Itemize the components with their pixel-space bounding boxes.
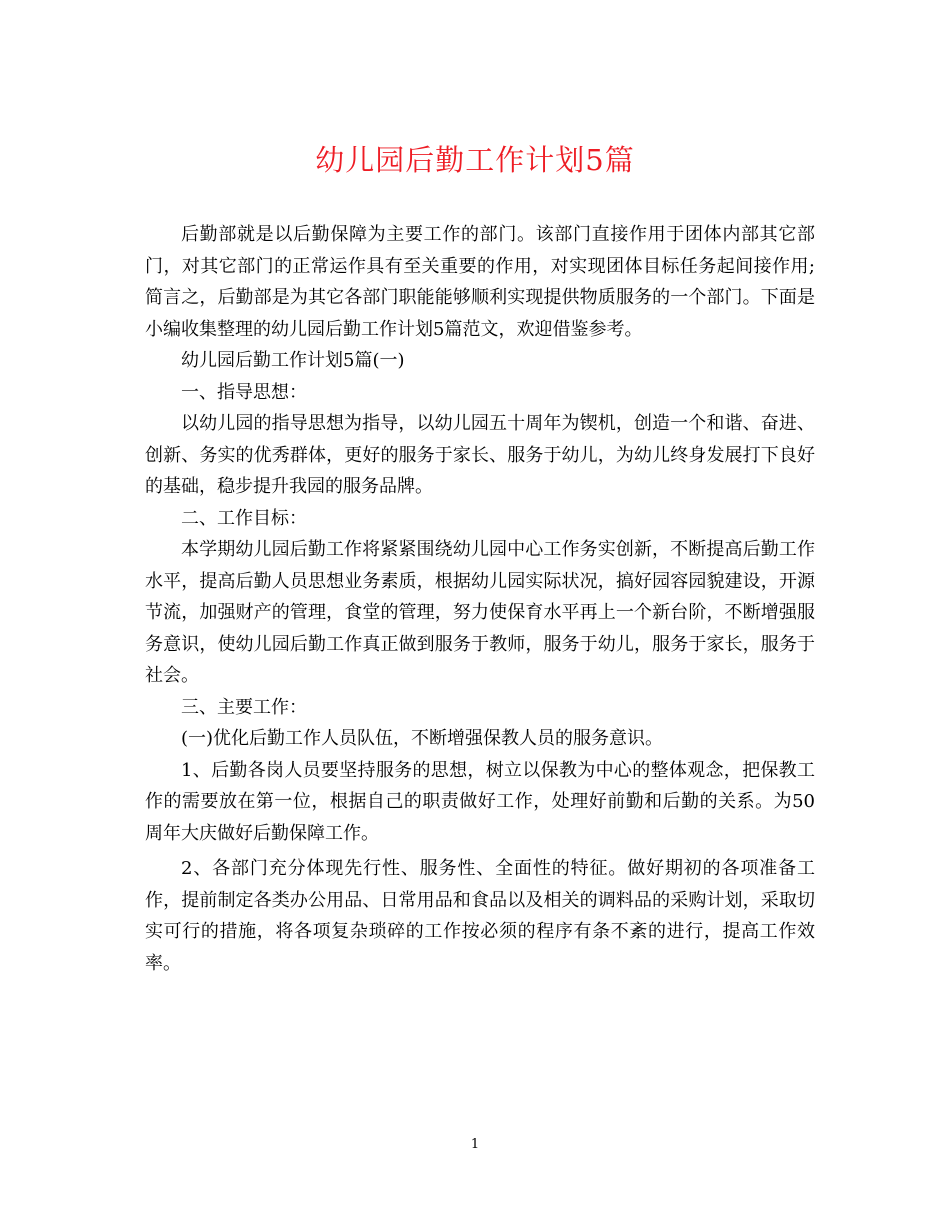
paragraph-section-heading: 幼儿园后勤工作计划5篇(一) [181, 350, 405, 371]
paragraph-work-goals: 本学期幼儿园后勤工作将紧紧围绕幼儿园中心工作务实创新，不断提高后勤工作水平，提高后勤人员思想业务素质，根据幼儿园实际状况，搞好园容园貌建设，开源节流，加强财产的管理，食堂的管理，努力使保育水平再上一个新台阶，不断增强服务意识，使幼儿园后勤工作真正做到服务于教师，服务于幼儿，服务于家长，服务于社会。 [145, 539, 815, 686]
paragraph-heading-main-work: 三、主要工作： [181, 696, 307, 718]
document-title: 幼儿园后勤工作计划5篇 [315, 143, 635, 177]
page-number: 1 [470, 1137, 480, 1152]
paragraph-heading-work-goals: 二、工作目标： [181, 507, 307, 529]
paragraph-guiding-ideology: 以幼儿园的指导思想为指导，以幼儿园五十周年为锲机，创造一个和谐、奋进、创新、务实的优秀群体，更好的服务于家长、服务于幼儿，为幼儿终身发展打下良好的基础，稳步提升我园的服务品牌。 [145, 413, 815, 497]
paragraph-intro: 后勤部就是以后勤保障为主要工作的部门。该部门直接作用于团体内部其它部门，对其它部门的正常运作具有至关重要的作用，对实现团体目标任务起间接作用;简言之，后勤部是为其它各部门职能能够顺利实现提供物质服务的一个部门。下面是小编收集整理的幼儿园后勤工作计划5篇范文，欢迎借鉴参考。 [145, 224, 815, 340]
paragraph-heading-guiding-ideology: 一、指导思想： [181, 381, 307, 403]
document-body [145, 219, 815, 979]
paragraph-item-1: 1、后勤各岗人员要坚持服务的思想，树立以保教为中心的整体观念，把保教工作的需要放在第一位，根据自己的职责做好工作，处理好前勤和后勤的关系。为50周年大庆做好后勤保障工作。 [145, 759, 815, 844]
paragraph-item-2: 2、各部门充分体现先行性、服务性、全面性的特征。做好期初的各项准备工作，提前制定各类办公用品、日常用品和食品以及相关的调料品的采购计划，采取切实可行的措施，将各项复杂琐碎的工作按必须的程序有条不紊的进行，提高工作效率。 [145, 858, 815, 974]
paragraph-subheading-optimize: (一)优化后勤工作人员队伍，不断增强保教人员的服务意识。 [181, 728, 664, 749]
